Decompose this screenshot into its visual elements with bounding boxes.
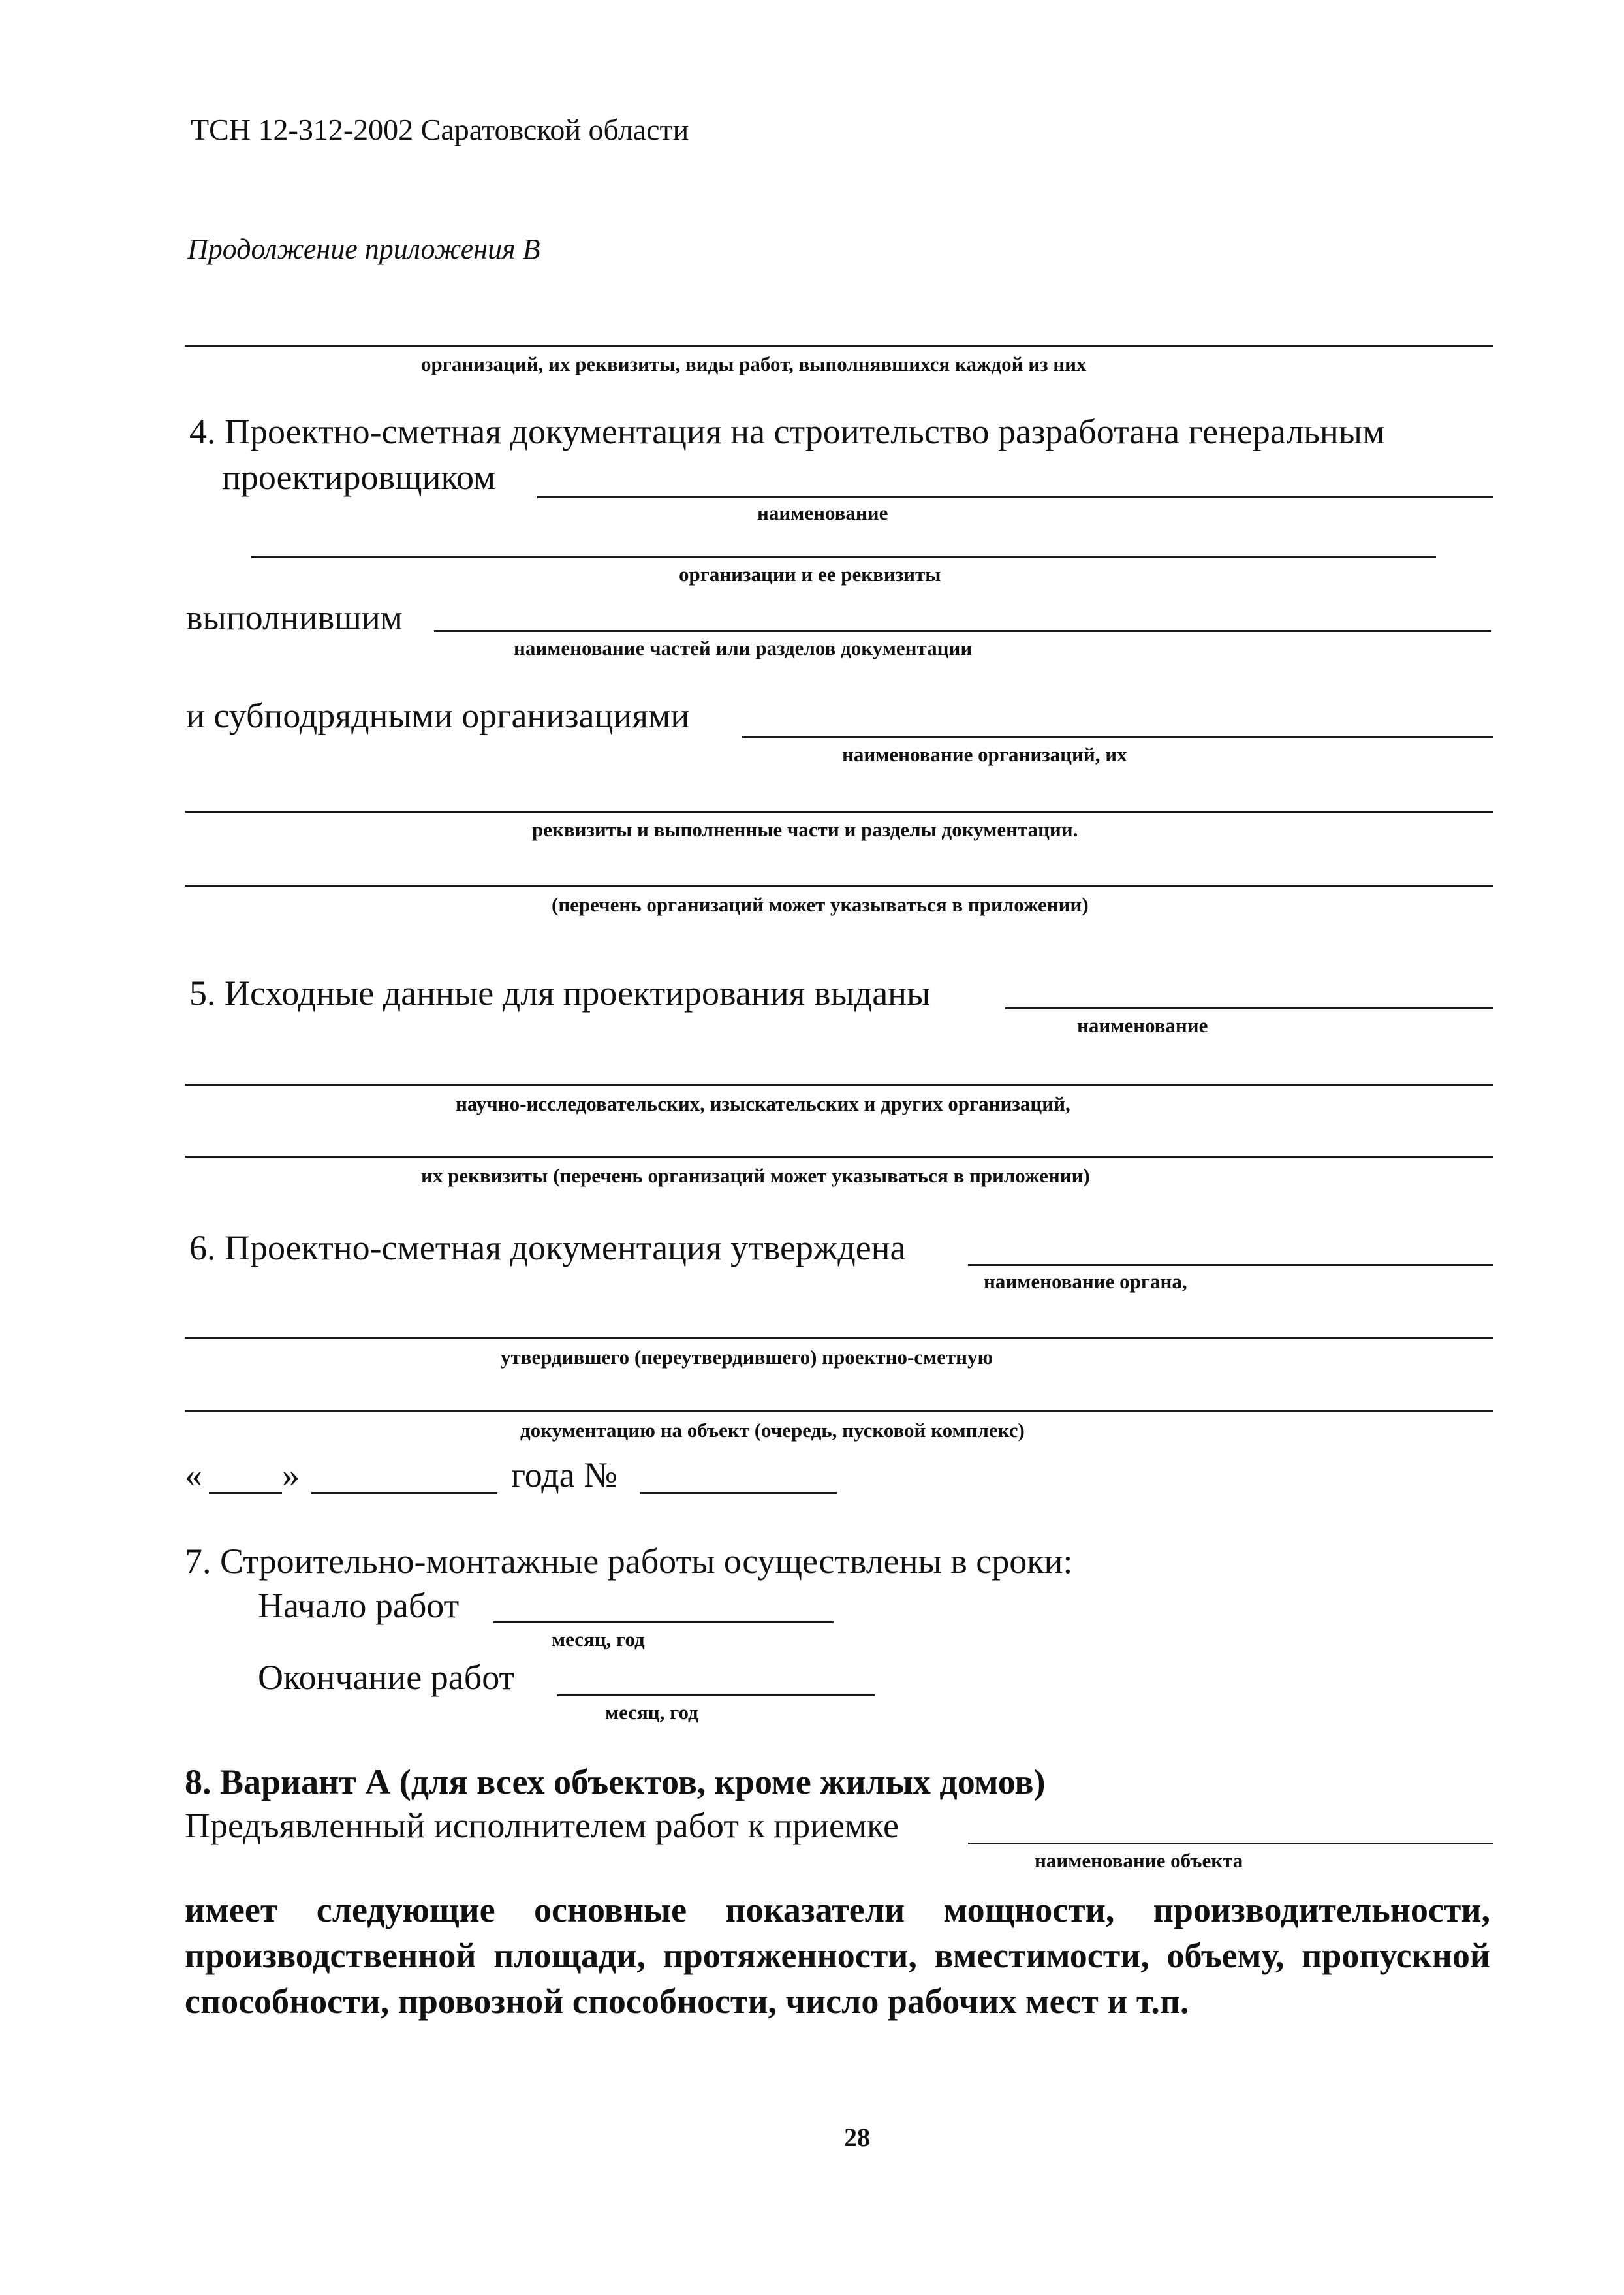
fill-line-end-date[interactable] <box>557 1694 875 1696</box>
caption-name: наименование <box>757 501 888 524</box>
fill-line-approval-object[interactable] <box>185 1410 1493 1412</box>
fill-line-research-details[interactable] <box>185 1156 1493 1158</box>
fill-line-doc-number[interactable] <box>640 1492 837 1494</box>
section-5-text: 5. Исходные данные для проектирования выданы <box>189 973 931 1013</box>
caption-organizations: организаций, их реквизиты, виды работ, выполнявшихся каждой из них <box>421 353 1087 375</box>
document-header: ТСН 12-312-2002 Саратовской области <box>191 113 689 146</box>
fill-line-source-data[interactable] <box>1005 1007 1493 1009</box>
section-8-title: 8. Вариант А (для всех объектов, кроме жилых домов) <box>185 1762 1046 1801</box>
subcontractors-label: и субподрядными организациями <box>186 696 690 735</box>
fill-line-object-name[interactable] <box>968 1843 1493 1844</box>
fill-line-subcontractors-list[interactable] <box>185 885 1493 887</box>
caption-object-name: наименование объекта <box>1035 1849 1243 1872</box>
caption-doc-parts: наименование частей или разделов документации <box>514 637 973 659</box>
fill-line-approver[interactable] <box>185 1337 1493 1339</box>
caption-approval-object: документацию на объект (очередь, пусковой комплекс) <box>520 1419 1025 1442</box>
continuation-note: Продолжение приложения В <box>187 233 540 265</box>
fill-line-day[interactable] <box>209 1492 282 1494</box>
section-4-designer-label: проектировщиком <box>222 458 496 497</box>
caption-approver: утвердившего (переутвердившего) проектно-сметную <box>501 1346 993 1369</box>
section-7-text: 7. Строительно-монтажные работы осуществлены в сроки: <box>185 1542 1073 1581</box>
caption-org-names: наименование организаций, их <box>842 743 1127 766</box>
page-number: 28 <box>844 2123 870 2152</box>
caption-research-orgs: научно-исследовательских, изыскательских и других организаций, <box>456 1092 1070 1115</box>
fill-line-subcontractors[interactable] <box>742 736 1493 738</box>
date-quote-close: » <box>282 1455 300 1495</box>
fill-line-subcontractors-details[interactable] <box>185 811 1493 813</box>
fill-line-month[interactable] <box>311 1492 497 1494</box>
caption-details-parts: реквизиты и выполненные части и разделы документации. <box>532 818 1078 841</box>
fill-line-organizations[interactable] <box>185 345 1493 347</box>
year-number-label: года № <box>511 1455 617 1495</box>
caption-org-details: организации и ее реквизиты <box>679 563 941 586</box>
caption-body-name: наименование органа, <box>984 1270 1187 1293</box>
section-6-text: 6. Проектно-сметная документация утверждена <box>189 1228 906 1267</box>
caption-name-2: наименование <box>1077 1014 1208 1037</box>
fill-line-designer[interactable] <box>537 496 1493 498</box>
date-quote-open: « <box>185 1455 202 1495</box>
caption-start-month-year: месяц, год <box>552 1628 645 1651</box>
fill-line-approval-body[interactable] <box>968 1264 1493 1266</box>
section-8-indicators-paragraph: имеет следующие основные показатели мощности, производительности, производственной площади, протяженности, вместимости, объему, пропускной способности, провозной способности, число рабочих мест и т.п. <box>185 1890 1490 2021</box>
end-works-label: Окончание работ <box>258 1658 515 1697</box>
fill-line-designer-details[interactable] <box>251 556 1436 558</box>
fill-line-start-date[interactable] <box>493 1621 834 1623</box>
fill-line-research-orgs[interactable] <box>185 1084 1493 1086</box>
fill-line-performed[interactable] <box>434 630 1491 632</box>
caption-list-note-1: (перечень организаций может указываться в приложении) <box>552 893 1089 916</box>
caption-end-month-year: месяц, год <box>605 1701 698 1724</box>
caption-list-note-2: их реквизиты (перечень организаций может указываться в приложении) <box>421 1164 1090 1187</box>
section-4-text: 4. Проектно-сметная документация на строительство разработана генеральным <box>189 412 1385 451</box>
start-works-label: Начало работ <box>258 1586 460 1625</box>
performed-label: выполнившим <box>186 598 403 637</box>
section-8-presented-label: Предъявленный исполнителем работ к приемке <box>185 1806 899 1845</box>
